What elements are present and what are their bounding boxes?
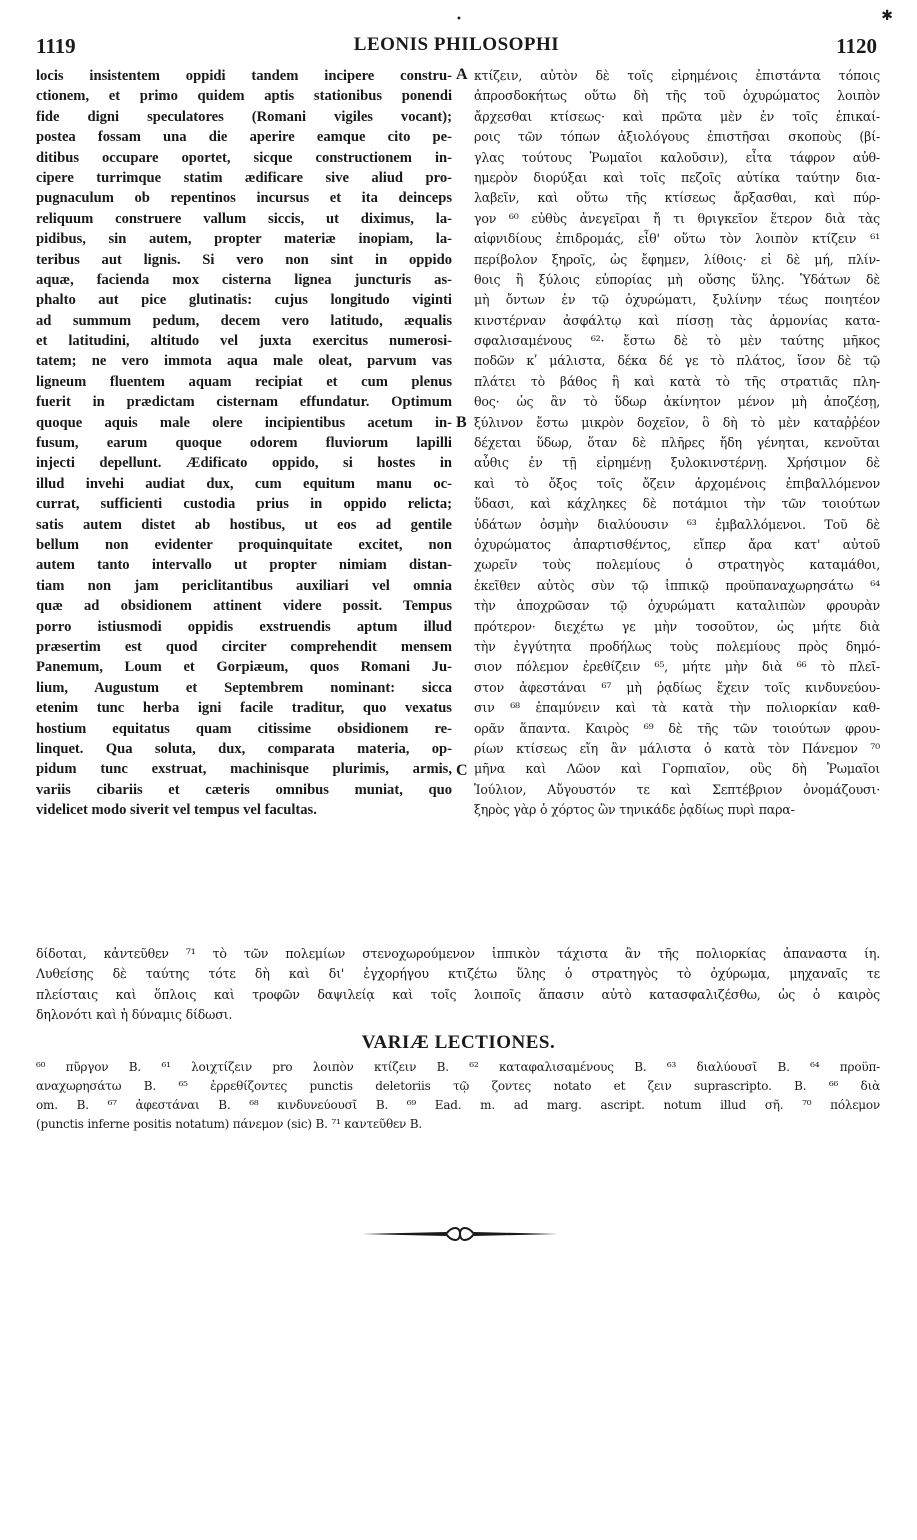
latin-text-line: linquet. Qua soluta, dux, comparata materia, op- [36,740,452,757]
latin-text-line: ad summum pedum, decem vero latitudo, æqualis [36,312,452,329]
greek-column [474,66,880,820]
latin-text-line: quæ ad obsidionem attinent videre possit. Tempus [36,598,452,615]
page-number-right: 1120 [836,34,877,58]
latin-text-line: cipere turrimque statim ædificare sive aliud pro- [36,169,452,186]
latin-text-line: Panemum, Loum et Gorpiæum, quos Romani Ju- [36,659,452,676]
variant-readings-notes [36,1058,880,1134]
greek-text-line: καὶ τὸ ὄξος τοῖς ὄζειν ἀρχομένοις ἐπιβαλλόμενον [474,475,880,491]
latin-text-line: phalto aut pice glutinatis: cujus longitudo viginti [36,292,452,309]
latin-text-line: præsertim est quod circiter comprehendit mensem [36,638,452,655]
greek-text-line: σιν ⁶⁸ ἐπαμύνειν καὶ τὰ κατὰ τὴν πολιορκίαν καθ- [474,700,880,716]
latin-text-line: fuerit in prædictam cisternam effundatur. Optimum [36,394,452,411]
latin-text-line: variis cibariis et cæteris omnibus muniat, quo [36,781,452,798]
greek-text-line: σφαλισαμένους ⁶²· ἔστω δὲ τὸ μὲν ταύτης μῆκος [474,333,880,349]
section-marker-c: C [456,762,468,779]
latin-text-line: porro istiusmodi oppidis exstruendis aptum illud [36,618,452,635]
note-line: αναχωρησάτω B. ⁶⁵ ἐρρεθίζοντες punctis deletoriis τῷ ζοντες notato et ζειν suprascripto. B. ⁶⁶ διὰ [36,1079,880,1093]
latin-text-line: currat, sufficienti custodia prius in oppido relicta; [36,496,452,513]
latin-text-line: ctionem, et primo quidem aptis stationibus ponendi [36,88,452,105]
greek-fullwidth-line: δίδοται, κἀντεῦθεν ⁷¹ τὸ τῶν πολεμίων στενοχωρούμενον ἱππικὸν τάχιστα ἂν τῆς πολιορκίας ἀπαναστα ίη. [36,946,880,961]
note-line: (punctis inferne positis notatum) πάνεμον (sic) B. ⁷¹ καντεῦθεν B. [36,1117,422,1131]
greek-text-line: πλάτει τὸ βάθος ἢ καὶ κατὰ τὸ τῆς στρατιᾶς πλη- [474,373,880,389]
note-line: ⁶⁰ πῦργον B. ⁶¹ λοιχτίζειν pro λοιπὸν κτίζειν B. ⁶² καταφαλισαμένους B. ⁶³ διαλύουσῖ B. ⁶⁴ προϋπ- [36,1060,880,1074]
latin-text-line: bellum non evidenter proquinquitate excitet, non [36,536,452,553]
running-title: LEONIS PHILOSOPHI [353,34,560,55]
greek-text-line: ὑδάτων ὀσμὴν διαλύουσιν ⁶³ ἐμβαλλόμενοι. Τοῦ δὲ [474,516,880,532]
greek-text-line: περίβολον ξηροῖς, ὡς ἔφημεν, λίθοις· εἰ δὲ μή, πλίν- [474,251,880,267]
greek-text-line: τὴν ἐγγύτητα προδήλως τοὺς πολεμίους πρὸς δημό- [474,638,880,654]
greek-text-line: δέχεται ὕδωρ, ὅταν δὲ πλῆρες ἤδη γένηται, κενοῦται [474,435,880,451]
note-line: om. B. ⁶⁷ ἀφεστάναι B. ⁶⁸ κινδυνεύουσῖ B. ⁶⁹ Ead. m. ad marg. ascript. notum illud σῆ. ⁷⁰ πόλεμον [36,1098,880,1112]
latin-text-line: fusum, earum quoque odorem fluviorum lapilli [36,435,452,452]
greek-text-line: σιον πόλεμον ἐρεθίζειν ⁶⁵, μήτε μὴν διὰ ⁶⁶ τὸ πλεῖ- [474,659,880,675]
greek-text-line: κτίζειν, αὐτὸν δὲ τοῖς εἰρημένοις ἐπιστάντα τόποις [474,68,880,83]
latin-text-line: tiam non jam periclitantibus auxiliari vel omnia [36,577,452,594]
latin-text-line: pugnaculum ob repentinos incursus et ita deinceps [36,190,452,207]
latin-text-line: tatem; ne vero immota aqua male oleat, parvum vas [36,353,452,370]
greek-text-line: ροις τῶν τόπων ἀξιολόγους ἐπιστῆσαι σκοποὺς (βί- [474,129,880,145]
greek-text-line: θος· ὡς ἂν τὸ ὕδωρ ἀκίνητον μένον μὴ ἀποζέσῃ, [474,394,880,410]
latin-text-line: satis autem distet ab hostibus, ut eos ad gentile [36,516,452,533]
page-header [36,34,877,64]
greek-text-line: μῆνα καὶ Λῶον καὶ Γορπιαῖον, οὓς δὴ Ῥωμαῖοι [474,761,880,777]
greek-text-line: ημερὸν διορύξαι καὶ τοῖς πεζοῖς αὐτίκα ταύτην δια- [474,169,880,185]
greek-text-line: τὴν ἀποχρῶσαν τῷ ὀχυρώματι καταλιπὼν φρουρὰν [474,598,880,614]
latin-text-line: illud invehi audiat dux, cum equitum manu oc- [36,475,452,492]
latin-text-line: pidum tunc exstruat, machinisque plurimis, armis, [36,761,452,778]
latin-text-line: lium, Augustum et Septembrem nominant: sicca [36,679,452,696]
greek-text-line: κινστέρναν ἀσφάλτῳ καὶ πίσσῃ τὰς ἁρμονίας κατα- [474,312,880,328]
greek-text-line: θοις ἢ ξύλοις εὐπορίας μὴ οὔσης ὕλης. Ὑδάτων δὲ [474,271,880,287]
latin-text-line: injecti depellunt. Ædificato oppido, si hostes in [36,455,452,472]
latin-text-line: teribus aut lignis. Si vero non sint in oppido [36,251,452,268]
greek-text-line: γλας τούτους Ῥωμαῖοι καλοῦσιν), εἶτα τάφρον αὐθ- [474,149,880,165]
latin-text-line: et latitudini, altitudo vel juxta exercitus numerosi- [36,333,452,350]
latin-text-line: aquæ, facienda mox cisterna lignea juncturis as- [36,271,452,288]
latin-text-line: ditibus occupare oportet, sicque constructionem in- [36,149,452,166]
latin-text-line: pidibus, sin autem, propter materiæ inopiam, la- [36,231,452,248]
greek-text-line: μὴ ὄντων ἐν τῷ ὀχυρώματι, ξυλίνην τέως ποιητέον [474,292,880,308]
page-number-left: 1119 [36,34,76,58]
latin-text-line: videlicet modo siverit vel tempus vel facultas. [36,802,317,819]
greek-text-line: ὀχυρώματος ἀπαρτισθέντος, εἴπερ ἄρα κατ' αὐτοῦ [474,536,880,552]
greek-text-line: ποδῶν κʹ μάλιστα, δέκα δέ γε τὸ πλάτος, ἴσον δὲ τῷ [474,353,880,369]
section-marker-b: B [456,414,467,431]
top-dot: • [456,14,462,25]
variae-lectiones-heading: VARIÆ LECTIONES. [361,1032,556,1053]
latin-text-line: fide digni speculatores (Romani vigiles vocant); [36,108,452,125]
greek-text-line: Ἰούλιον, Αὔγουστόν τε καὶ Σεπτέβριον ὀνομάζουσι· [474,781,880,797]
greek-text-line: αὖθις ἐν τῇ εἰρημένῃ ξυλοκινστέρνῃ. Χρήσιμον δὲ [474,455,880,471]
latin-text-line: etenim tunc herba igni facile traditur, quo vexatus [36,700,452,717]
end-ornament [360,1222,560,1246]
section-marker-a: A [456,66,468,83]
greek-text-line: ξύλινον ἔστω μικρὸν δοχεῖον, ὃ δὴ τὸ μὲν καταῤῥέον [474,414,880,430]
latin-column [36,66,452,820]
greek-fullwidth-line: πλείσταις καὶ ὅπλοις καὶ τροφῶν δαψιλείᾳ καὶ τοῖς λοιποῖς ἅπασιν αὐτὸ κατασφαλιζέσθω, ὡς ὁ καιρὸς [36,986,880,1002]
greek-text-line: ρίων κτίσεως εἴη ἂν μάλιστα ὁ κατὰ τὸν Πάνεμον ⁷⁰ [474,740,880,756]
greek-text-line: λαβεῖν, καὶ οὕτω τῆς κτίσεως ἄρξασθαι, καὶ πύρ- [474,190,880,206]
greek-text-line: ὕδασι, καὶ κάχληκες δὲ ποτάμιοι τὴν τῶν τοιούτων [474,496,880,512]
greek-text-line: πρότερον· διεχέτω γε μὴν τοσοῦτον, ὡς μήτε διὰ [474,618,880,634]
latin-text-line: autem tanto intervallo ut propter nimiam distan- [36,557,452,574]
corner-mark: ✱ [881,8,893,24]
latin-text-line: hostium equitatus quam citissime obsidionem re- [36,720,452,737]
latin-text-line: ligneum fluentem aquam recipiat et cum plenus [36,373,452,390]
greek-text-line: ξηρὸς γὰρ ὁ χόρτος ὢν τηνικάδε ῥᾳδίως πυρὶ παρα- [474,802,795,818]
latin-text-line: postea fossam una die aperire eamque cito pe- [36,129,452,146]
latin-text-line: locis insistentem oppidi tandem incipere constru- [36,68,452,84]
greek-text-line: αἰφνιδίους ἐπιδρομάς, εἶθ' οὕτω τὸν λοιπὸν κτίζειν ⁶¹ [474,231,880,247]
greek-fullwidth-line: δηλονότι καὶ ἡ δύναμις δίδωσι. [36,1007,233,1023]
greek-text-line: χωρεῖν τοὺς πολεμίους ὁ στρατηγὸς καταμάθοι, [474,557,880,573]
greek-text-line: ἄρχεσθαι κτίσεως· καὶ πρῶτα μὲν ἐν τοῖς ἐπικαί- [474,108,880,124]
latin-text-line: reliquum construere vallum siccis, ut diximus, la- [36,210,452,227]
greek-text-line: γον ⁶⁰ εὐθὺς ἀνεγεῖραι ἤ τι θριγκεῖον ἕτερον διὰ τὰς [474,210,880,226]
greek-text-line: ἀπροσδοκήτως οὕτω δὴ τῆς τοῦ ὀχυρώματος λοιπὸν [474,88,880,104]
greek-fullwidth-text [36,944,880,1026]
greek-text-line: στον ἀφεστάναι ⁶⁷ μὴ ῥᾳδίως ἔχειν τοῖς κινδυνεύου- [474,679,880,695]
latin-text-line: quoque aquis male olere incipientibus acetum in- [36,414,452,431]
greek-fullwidth-line: Λυθείσης δὲ ταύτης τότε δὴ καὶ δι' ἐγχορήγου κτιζέτω ὕλης ὁ στρατηγὸς τὸ ὀχύρωμα, μηχαναῖς τε [36,966,880,982]
greek-text-line: ορᾶν ἅπαντα. Καιρὸς ⁶⁹ δὲ τῆς τῶν τοιούτων φρου- [474,720,880,736]
greek-text-line: ἐκεῖθεν αὐτὸς σὺν τῷ ἱππικῷ προϋπαναχωρησάτω ⁶⁴ [474,577,880,593]
